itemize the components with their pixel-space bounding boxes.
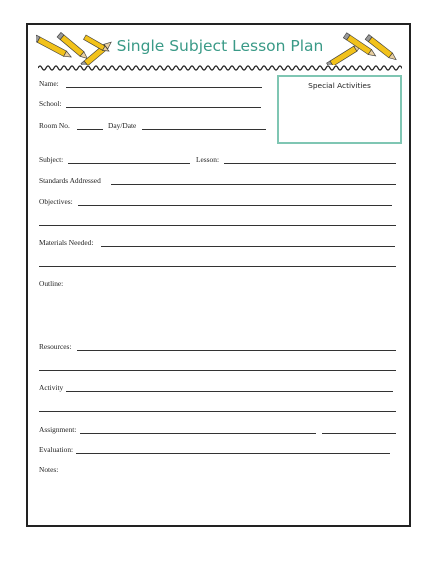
special-activities-box[interactable] — [277, 75, 402, 144]
evaluation-field[interactable] — [76, 453, 390, 454]
room-no-field[interactable] — [77, 129, 103, 130]
name-field[interactable] — [66, 87, 262, 88]
lesson-field[interactable] — [224, 163, 396, 164]
activity-field[interactable] — [66, 391, 393, 392]
evaluation-label: Evaluation: — [39, 445, 74, 454]
subject-label: Subject: — [39, 155, 64, 164]
resources-field[interactable] — [77, 350, 396, 351]
page-title: Single Subject Lesson Plan — [116, 37, 324, 55]
resources-field-line-2[interactable] — [39, 370, 396, 371]
materials-field[interactable] — [101, 246, 395, 247]
activity-label: Activity — [39, 383, 64, 392]
subject-field[interactable] — [68, 163, 190, 164]
notes-label: Notes: — [39, 465, 59, 474]
name-label: Name: — [39, 79, 59, 88]
activity-field-line-2[interactable] — [39, 411, 396, 412]
day-date-field[interactable] — [142, 129, 266, 130]
assignment-field-extra[interactable] — [322, 433, 396, 434]
special-activities-title: Special Activities — [308, 81, 371, 90]
materials-field-line-2[interactable] — [39, 266, 396, 267]
objectives-field-line-2[interactable] — [39, 225, 396, 226]
objectives-label: Objectives: — [39, 197, 73, 206]
objectives-field[interactable] — [78, 205, 392, 206]
wavy-divider — [38, 64, 402, 72]
outline-label: Outline: — [39, 279, 64, 288]
assignment-field[interactable] — [80, 433, 316, 434]
standards-field[interactable] — [111, 184, 396, 185]
day-date-label: Day/Date — [108, 121, 137, 130]
resources-label: Resources: — [39, 342, 72, 351]
materials-label: Materials Needed: — [39, 238, 94, 247]
room-no-label: Room No. — [39, 121, 70, 130]
assignment-label: Assignment: — [39, 425, 77, 434]
school-label: School: — [39, 99, 62, 108]
standards-label: Standards Addressed — [39, 176, 101, 185]
school-field[interactable] — [66, 107, 261, 108]
lesson-label: Lesson: — [196, 155, 219, 164]
